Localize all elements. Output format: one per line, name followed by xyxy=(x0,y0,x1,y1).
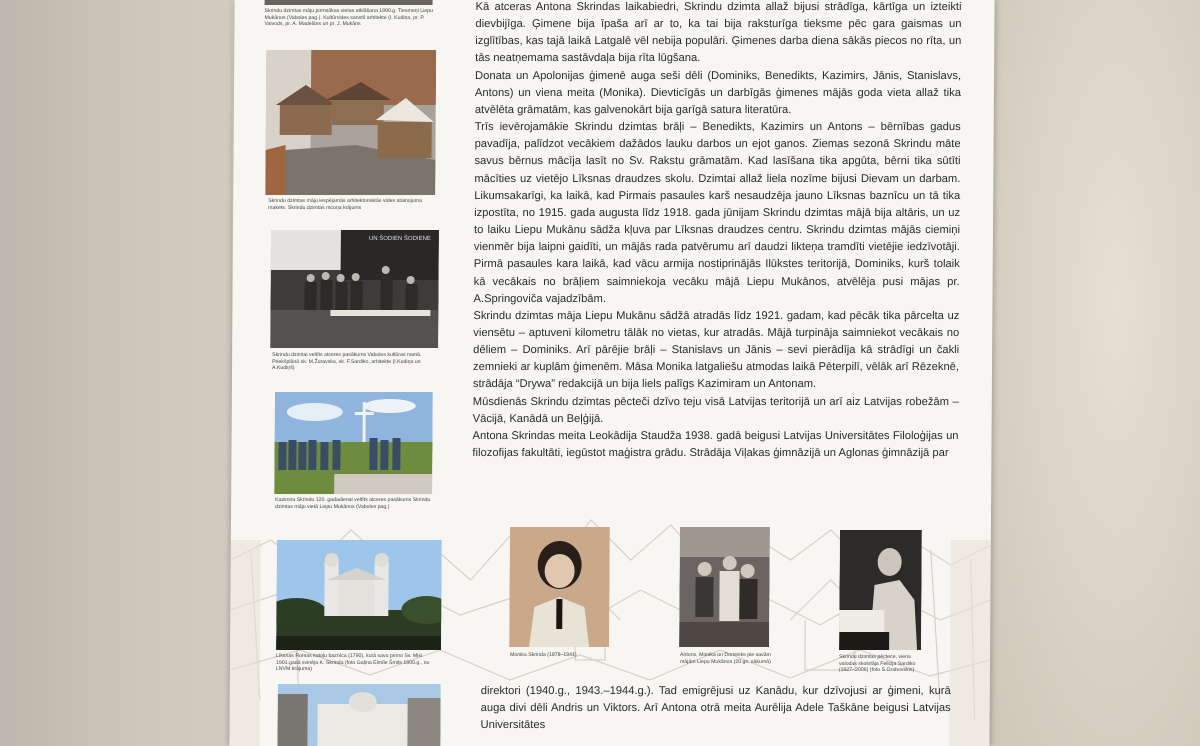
caption-model: Skrindu dzimtas māju iespējamās arhitektoniskās vides atainojuma makets. Skrindu dzimtas mcoņa krājums xyxy=(268,198,422,211)
photo-top-strip xyxy=(265,0,433,5)
caption-cross: Kazimira Skrindu 120. gadadienai veltīts atceres pasākums Skrindu dzimtas māju vietā Liepu Mukānos (Vaboles pag.) xyxy=(275,497,431,510)
photo-family xyxy=(679,527,770,647)
caption-church: Līksnas Romas katoļu baznīca (1790), kurā savu pirmo Sv. Misi 1901.gadā svinēja K. Skrinda (foto Gaļina Elmīle Šmits 1900.g., no LNVM krājuma) xyxy=(275,653,430,673)
caption-event: Skrindu dzimtai veltīts atceres pasākums Vaboles kultūras namā. Priekšplānā sk. M.Žuravska, sk. F.Sardiko, arhitekte (I.Kudiņa un A.Kudiņš) xyxy=(272,352,422,372)
photo-cross xyxy=(274,392,433,494)
article-text-continued: direktori (1940.g., 1943.–1944.g.). Tad emigrējusi uz Kanādu, kur dzīvojusi ar ģimeni, kurā auga divi dēli Andris un Viktors. Arī Antona otrā meita Aurēlija Adele Taškāne beigusi Latvijas Universitātes xyxy=(480,685,951,732)
info-panel xyxy=(229,0,994,746)
wall-right xyxy=(990,0,1200,746)
paragraph-4: Skrindu dzimtas māja Liepu Mukānu sādžā atradās līdz 1921. gadam, kad pēcāk tika pārcelta uz viensētu – aptuveni kilometru tālāk no vietas, kur atradās. Mājā turpināja saimniekot vecākais no dēliem – Dominiks. Arī pārējie brāļi – Stanislavs un Jānis – sevi pierādīja kā strādīgi un čakli zemnieki ar kuplām ģimenēm. Māsa Monika latgaliešu atmodas laikā Pēterpilī, vēlāk arī Rēzeknē, strādāja “Drywa” redakcijā un bija liels palīgs Kazimiram un Antonam. xyxy=(472,309,960,391)
paragraph-2: Donata un Apolonijas ģimenē auga seši dēli (Dominiks, Benedikts, Kazimirs, Jānis, Stanislavs, Antons) un viena meita (Monika). Dievticīgās un darbīgās ģimenes mājās goda vieta allaž tika atvēlēta grāmatām, kas galvenokārt bija garīgā satura literatūra. xyxy=(474,69,962,116)
wall-left xyxy=(0,0,232,746)
paragraph-5: Mūsdienās Skrindu dzimtas pēcteči dzīvo teju visā Latvijas teritorijā un arī aiz Latvijas robežām – Vācijā, Kanādā un Beļģijā. xyxy=(472,395,959,425)
caption-monika: Monika Skrinda (1878–1941) xyxy=(510,652,577,658)
svg-text:UN ŠODIEN ŠODIENE: UN ŠODIEN ŠODIENE xyxy=(368,236,431,242)
caption-woman: Skrindu dzimtas pēctece, viena valodas skolotāja Felicija Sardiko (1927–2006) (foto S.Grabovskis) xyxy=(838,654,916,674)
caption-top: Skrindu dzimtas māju pirmsākas vietas atklāšana 1990.g. Tiesmeņi Liepu Mukānos (Vaboles pag.). Kultūrvides sanstš arhitekte (I. Kudiņa, pr. P. Vaivods, pr. A. Madelāns un pr. J. Mukāns xyxy=(264,8,433,28)
photo-event xyxy=(270,230,439,348)
paragraph-1: Kā atceras Antona Skrindas laikabiedri, Skrindu dzimta allaž bijusi strādīga, kārtīga un izteikti dievbijīga. Ģimene bija īpaša arī ar to, ka tai bija raksturīga tieksme pēc gara gaismas un izglītības, kas tajā laikā Latgalē vēl nebija populāri. Ģimenes darba diena sākās piecos no rīta, un tās neatņemama sastāvdaļa bija rīta lūgšana. xyxy=(475,1,962,65)
paragraph-6: Antona Skrindas meita Leokādija Staudža 1938. gadā beigusi Latvijas Universitātes Filoloģijas un filozofijas fakultāti, iegūstot maģistra grādu. Strādāja Viļakas ģimnāzijā un Aglonas ģimnāzijā par xyxy=(472,429,959,460)
paragraph-3: Trīs ievērojamākie Skrindu dzimtas brāļi – Benedikts, Kazimirs un Antons – bērnības gadus pavadīja, palīdzot vecākiem dažādos lauku darbos un ejot ganos. Ziemas sezonā Skrindu māte savus bērnus mācīja lasīt no Sv. Rakstu grāmatām. Kad lasīšana tika apgūta, bērni tika sūtīti mācīties uz vietējo Līksnas draudzes skolu. Dzimtai allaž liela nozīme bijusi Dievam un darbam. Likumsakarīgi, ka laikā, kad Pirmais pasaules karš nesaudzēja jauno Līksnas baznīcu un tā tika izpostīta, no 1915. gada augusta līdz 1918. gada jūnijam Skrindu dzimtas mājā bija altāris, un uz to laiku Liepu Mukānu sādža kļuva par Līksnas draudzes centru. Skrindu dzimtas mājās ciemiņi vienmēr bija laipni gaidīti, un mājās rada patvērumu arī daudzi likteņa tramdīti vietējie iedzīvotāji. Pirmā pasaules kara laikā, kad vācu armija nostiprinājās Ilūkstes teritorijā, Dominiks, kurš tolaik kā vecākais no brāļiem saimniekoja vecāku mājā Liepu Mukānos, atvēlēja pusi mājas pr. A.Springoviča vajadzībām. xyxy=(473,121,961,305)
photo-model xyxy=(265,50,436,195)
caption-family: Antons, Monika un Dominiks pie savām mājām Liepu Mukānos (20.gs. sākumā) xyxy=(679,652,771,665)
article-text xyxy=(472,0,961,462)
photo-building xyxy=(277,684,440,746)
photo-monika xyxy=(509,527,610,647)
photo-woman xyxy=(839,530,922,650)
photo-church xyxy=(276,540,442,650)
